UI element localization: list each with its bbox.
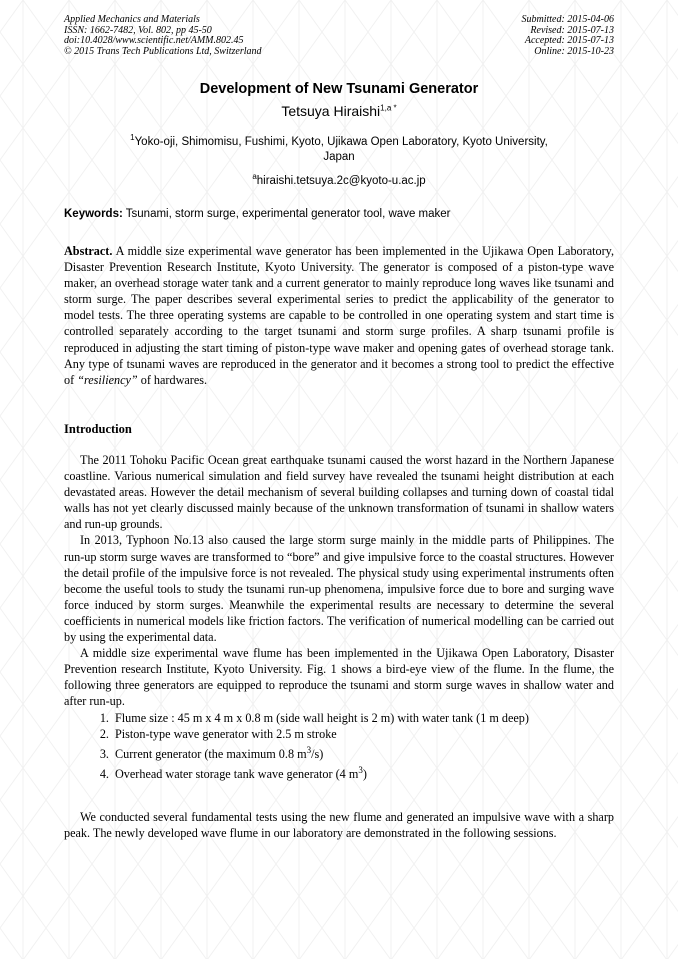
keywords-label: Keywords: — [64, 208, 123, 220]
doi-line: doi:10.4028/www.scientific.net/AMM.802.45 — [64, 35, 244, 46]
revised-date: Revised: 2015-07-13 — [530, 24, 614, 36]
affiliation — [120, 130, 558, 166]
list-item-superscript: 3 — [306, 744, 312, 755]
abstract-italic: “resiliency” — [77, 372, 138, 387]
journal-info — [64, 15, 262, 57]
submitted-date: Submitted: 2015-04-06 — [521, 14, 614, 25]
paragraph: The 2011 Tohoku Pacific Ocean great earthquake tsunami caused the worst hazard in the Northern Japanese coastline. Various numerical simulation and field survey have revealed the tsunami height distribution at each devastated areas. However the detail mechanism of several building collapses and turning down of coastal tidal walls has not yet clearly discussed mainly because of the unknown transformation of tsunami in shallow waters and run-up grounds. — [64, 453, 614, 532]
author-line — [0, 103, 678, 119]
issn-line: ISSN: 1662-7482, Vol. 802, pp 45-50 — [64, 24, 212, 36]
abstract-text: A middle size experimental wave generator has been implemented in the Ujikawa Open Laboratory, Disaster Prevention Research Institute, Kyoto University. The generator is composed of a piston-type wave maker, an overhead storage water tank and a current generator to mainly reproduce long waves like tsunami and storm surge. The paper describes several experimental series to predict the applicability of the generator to model tests. The three operating systems are capable to be controlled in one operating system and start time is controlled separately according to the target tsunami and storm surge profiles. A sharp tsunami profile is reproduced in adjusting the start timing of piston-type wave maker and opening gates of overhead storage tank. Any type of tsunami waves are reproduced in the generator and it becomes a strong tool to predict the effective of — [64, 244, 614, 387]
email-address: hiraishi.tetsuya.2c@kyoto-u.ac.jp — [256, 174, 426, 187]
list-item-tail: ) — [362, 766, 367, 781]
list-item — [112, 762, 614, 782]
publication-dates — [522, 15, 615, 57]
abstract-label: Abstract. — [64, 244, 113, 258]
list-item-text: Piston-type wave generator with 2.5 m stroke — [115, 726, 337, 741]
list-item — [112, 710, 614, 726]
email-superscript: a — [252, 172, 257, 181]
paragraph: In 2013, Typhoon No.13 also caused the large storm surge mainly in the middle parts of Philippines. The run-up storm surge waves are transformed to “bore” and give impulsive force to the coastal structures. However the detail profile of the impulsive force is not revealed. The physical study using experimental instruments often become the useful tools to study the tsunami run-up phenomena, impulsive force due to bore and surging wave force induced by storm surges. Meanwhile the experimental results are necessary to determine the several coefficients in numerical models like friction factors. The verification of numerical modelling can be carried out by using the experimental data. — [64, 533, 614, 645]
accepted-date: Accepted: 2015-07-13 — [524, 35, 614, 46]
paragraph: A middle size experimental wave flume has been implemented in the Ujikawa Open Laboratory, Disaster Prevention research Institute, Kyoto University. Fig. 1 shows a bird-eye view of the flume. In the flume, the following three generators are equipped to reproduce the tsunami and storm surge waves in shallow water and after run-up. — [64, 646, 614, 709]
keywords-text: Tsunami, storm surge, experimental generator tool, wave maker — [122, 208, 451, 220]
list-item — [112, 726, 614, 742]
abstract-end: of hardwares. — [137, 372, 208, 387]
affiliation-superscript: 1 — [130, 133, 135, 142]
list-item-text: Flume size : 45 m x 4 m x 0.8 m (side wall height is 2 m) with water tank (1 m deep) — [115, 710, 529, 725]
copyright-line: © 2015 Trans Tech Publications Ltd, Switzerland — [64, 45, 262, 57]
abstract — [64, 243, 614, 388]
list-item-tail: /s) — [311, 746, 324, 761]
keywords — [64, 208, 614, 220]
generator-list — [64, 710, 614, 783]
journal-name: Applied Mechanics and Materials — [64, 14, 200, 25]
list-item-text: Current generator (the maximum 0.8 m — [115, 746, 307, 761]
paper-title: Development of New Tsunami Generator — [199, 81, 479, 97]
online-date: Online: 2015-10-23 — [534, 45, 614, 57]
list-item — [112, 742, 614, 762]
author-email — [0, 172, 678, 187]
author-name: Tetsuya Hiraishi — [281, 103, 381, 119]
section-heading-introduction: Introduction — [64, 422, 132, 436]
paragraph: We conducted several fundamental tests using the new flume and generated an impulsive wave with a sharp peak. The newly developed wave flume in our laboratory are demonstrated in the following sessions. — [64, 810, 614, 841]
list-item-superscript: 3 — [358, 764, 363, 775]
affiliation-text: Yoko-oji, Shimomisu, Fushimi, Kyoto, Ujikawa Open Laboratory, Kyoto University, Japan — [134, 135, 548, 164]
list-item-text: Overhead water storage tank wave generator (4 m — [115, 766, 359, 781]
introduction-body — [64, 452, 614, 782]
author-superscript: 1,a * — [380, 103, 397, 113]
closing-paragraph — [64, 809, 614, 841]
